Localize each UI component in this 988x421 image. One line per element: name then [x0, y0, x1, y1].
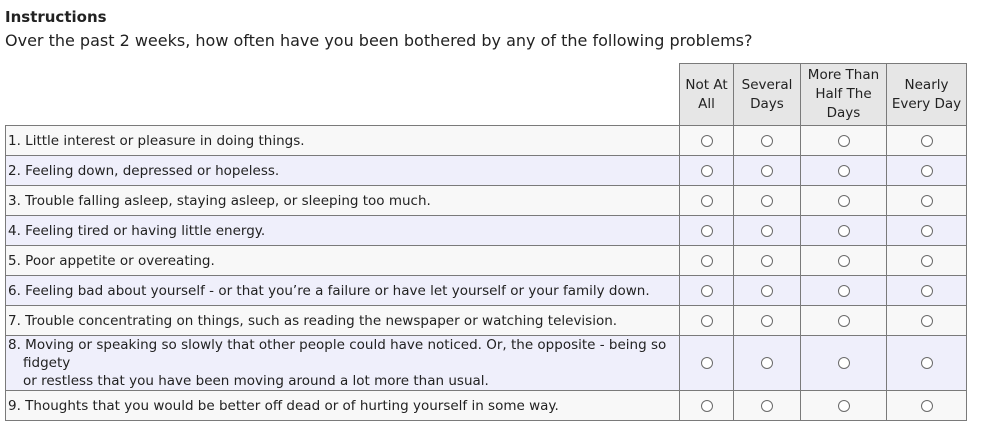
answer-cell[interactable] [887, 246, 967, 276]
answer-cell[interactable] [734, 306, 801, 336]
question-text: 8. Moving or speaking so slowly that other people could have noticed. Or, the opposite - being so fidgety or restless that you have been moving around a lot more than usual. [6, 336, 680, 391]
answer-cell[interactable] [801, 336, 887, 391]
answer-cell[interactable] [801, 246, 887, 276]
question-text: 6. Feeling bad about yourself - or that you’re a failure or have let yourself or your family down. [6, 276, 680, 306]
q2-radio-several-days[interactable] [761, 165, 773, 177]
instructions-heading: Instructions [5, 8, 107, 26]
answer-cell[interactable] [887, 156, 967, 186]
q2-radio-not-at-all[interactable] [701, 165, 713, 177]
answer-cell[interactable] [887, 216, 967, 246]
answer-cell[interactable] [801, 216, 887, 246]
option-header-more-than-half: More Than Half The Days [801, 64, 887, 126]
question-row-3 [6, 186, 967, 216]
answer-cell[interactable] [887, 276, 967, 306]
q8-radio-several-days[interactable] [761, 357, 773, 369]
q6-radio-several-days[interactable] [761, 285, 773, 297]
answer-cell[interactable] [680, 276, 734, 306]
survey-table [5, 63, 967, 421]
answer-cell[interactable] [734, 216, 801, 246]
question-text: 9. Thoughts that you would be better off dead or of hurting yourself in some way. [6, 391, 680, 421]
question-row-7 [6, 306, 967, 336]
answer-cell[interactable] [680, 156, 734, 186]
answer-cell[interactable] [734, 276, 801, 306]
answer-cell[interactable] [887, 126, 967, 156]
question-text: 7. Trouble concentrating on things, such as reading the newspaper or watching television. [6, 306, 680, 336]
q2-radio-more-than-half[interactable] [838, 165, 850, 177]
q3-radio-nearly-every-day[interactable] [921, 195, 933, 207]
answer-cell[interactable] [887, 336, 967, 391]
question-text: 4. Feeling tired or having little energy. [6, 216, 680, 246]
q1-radio-several-days[interactable] [761, 135, 773, 147]
answer-cell[interactable] [680, 336, 734, 391]
q9-radio-several-days[interactable] [761, 400, 773, 412]
answer-cell[interactable] [801, 186, 887, 216]
answer-cell[interactable] [801, 126, 887, 156]
question-row-2 [6, 156, 967, 186]
answer-cell[interactable] [801, 306, 887, 336]
answer-cell[interactable] [734, 391, 801, 421]
q1-radio-more-than-half[interactable] [838, 135, 850, 147]
answer-cell[interactable] [887, 306, 967, 336]
q5-radio-nearly-every-day[interactable] [921, 255, 933, 267]
answer-cell[interactable] [887, 186, 967, 216]
answer-cell[interactable] [734, 246, 801, 276]
q4-radio-more-than-half[interactable] [838, 225, 850, 237]
answer-cell[interactable] [734, 336, 801, 391]
q5-radio-more-than-half[interactable] [838, 255, 850, 267]
answer-cell[interactable] [734, 126, 801, 156]
question-row-1 [6, 126, 967, 156]
q5-radio-not-at-all[interactable] [701, 255, 713, 267]
instructions-prompt: Over the past 2 weeks, how often have you been bothered by any of the following problems? [5, 31, 753, 50]
question-row-4 [6, 216, 967, 246]
answer-cell[interactable] [734, 186, 801, 216]
q7-radio-nearly-every-day[interactable] [921, 315, 933, 327]
answer-cell[interactable] [680, 216, 734, 246]
answer-cell[interactable] [680, 306, 734, 336]
answer-cell[interactable] [680, 246, 734, 276]
q4-radio-not-at-all[interactable] [701, 225, 713, 237]
q3-radio-several-days[interactable] [761, 195, 773, 207]
question-text: 5. Poor appetite or overeating. [6, 246, 680, 276]
q1-radio-nearly-every-day[interactable] [921, 135, 933, 147]
q9-radio-nearly-every-day[interactable] [921, 400, 933, 412]
q9-radio-more-than-half[interactable] [838, 400, 850, 412]
option-header-several-days: Several Days [734, 64, 801, 126]
q1-radio-not-at-all[interactable] [701, 135, 713, 147]
question-row-8 [6, 336, 967, 391]
question-text: 3. Trouble falling asleep, staying asleep, or sleeping too much. [6, 186, 680, 216]
header-row [6, 64, 967, 126]
q6-radio-more-than-half[interactable] [838, 285, 850, 297]
q8-radio-more-than-half[interactable] [838, 357, 850, 369]
q3-radio-more-than-half[interactable] [838, 195, 850, 207]
q4-radio-nearly-every-day[interactable] [921, 225, 933, 237]
answer-cell[interactable] [680, 126, 734, 156]
question-text: 1. Little interest or pleasure in doing things. [6, 126, 680, 156]
q6-radio-nearly-every-day[interactable] [921, 285, 933, 297]
q9-radio-not-at-all[interactable] [701, 400, 713, 412]
q2-radio-nearly-every-day[interactable] [921, 165, 933, 177]
answer-cell[interactable] [801, 156, 887, 186]
answer-cell[interactable] [801, 391, 887, 421]
question-row-6 [6, 276, 967, 306]
q7-radio-not-at-all[interactable] [701, 315, 713, 327]
option-header-nearly-every-day: Nearly Every Day [887, 64, 967, 126]
answer-cell[interactable] [680, 391, 734, 421]
q4-radio-several-days[interactable] [761, 225, 773, 237]
question-column-header [6, 64, 680, 126]
q8-radio-not-at-all[interactable] [701, 357, 713, 369]
q7-radio-more-than-half[interactable] [838, 315, 850, 327]
answer-cell[interactable] [734, 156, 801, 186]
answer-cell[interactable] [801, 276, 887, 306]
q8-radio-nearly-every-day[interactable] [921, 357, 933, 369]
q5-radio-several-days[interactable] [761, 255, 773, 267]
question-row-9 [6, 391, 967, 421]
option-header-not-at-all: Not At All [680, 64, 734, 126]
question-row-5 [6, 246, 967, 276]
q7-radio-several-days[interactable] [761, 315, 773, 327]
q3-radio-not-at-all[interactable] [701, 195, 713, 207]
q6-radio-not-at-all[interactable] [701, 285, 713, 297]
answer-cell[interactable] [887, 391, 967, 421]
question-text: 2. Feeling down, depressed or hopeless. [6, 156, 680, 186]
answer-cell[interactable] [680, 186, 734, 216]
